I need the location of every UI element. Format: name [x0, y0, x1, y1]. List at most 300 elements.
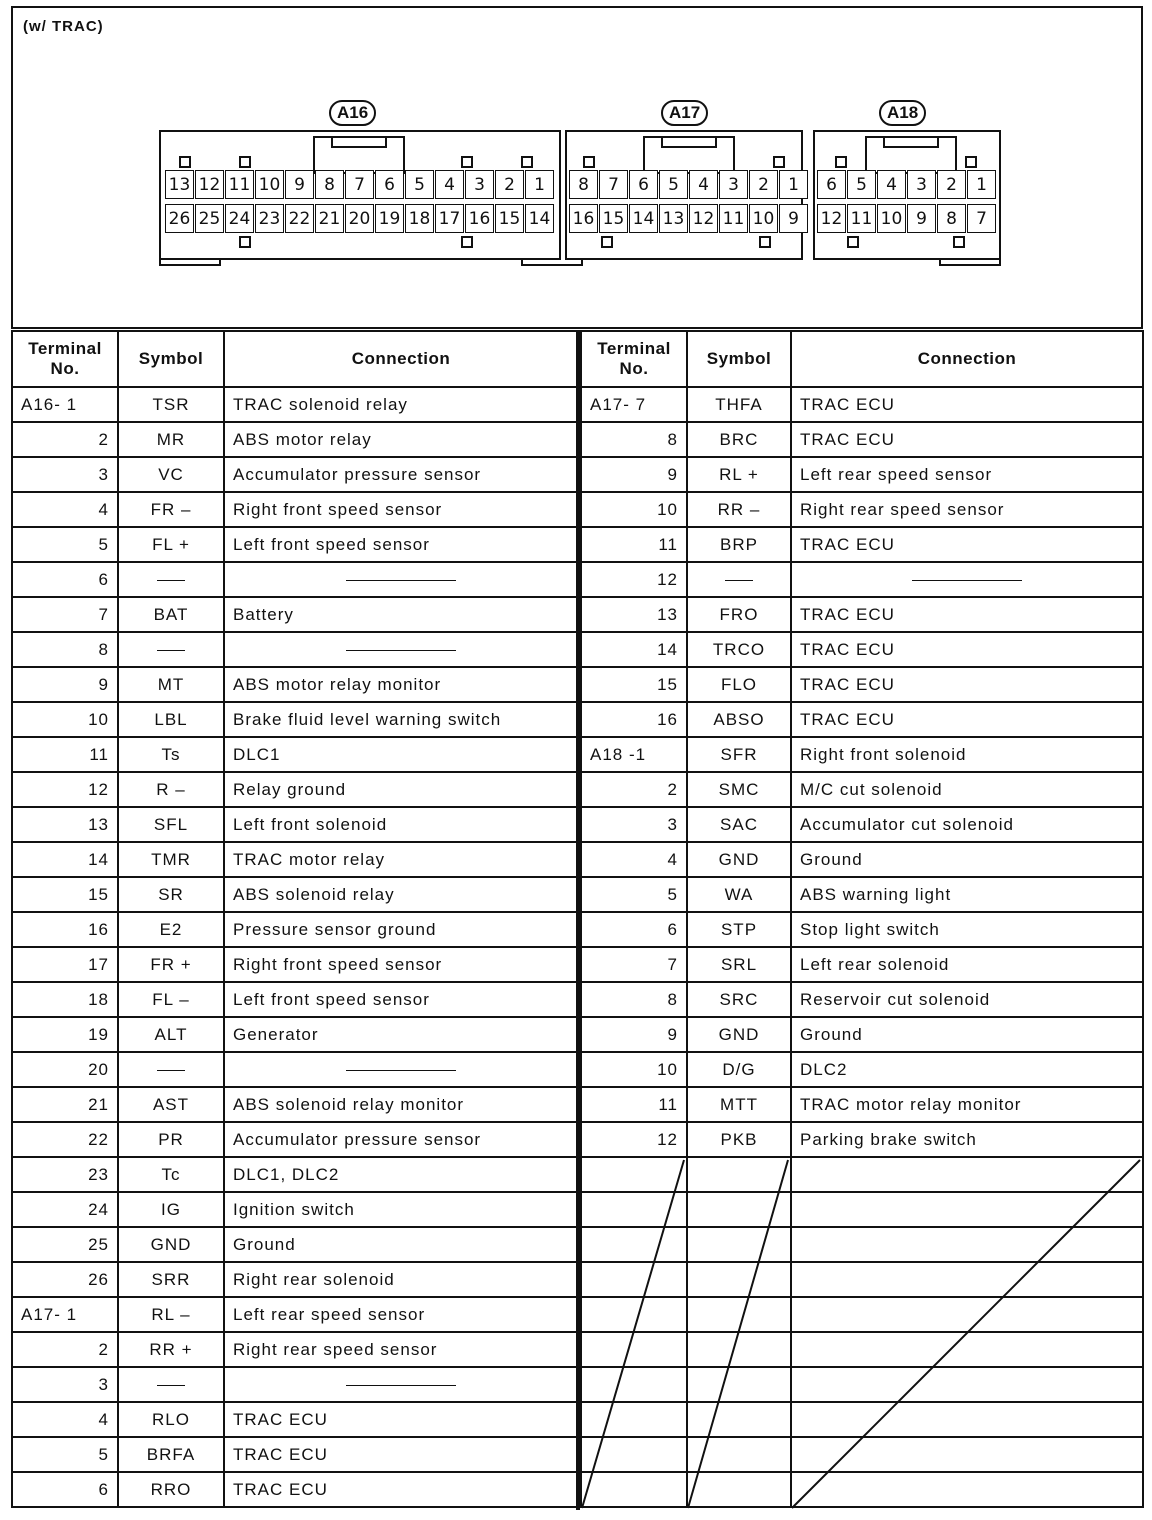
- connector-pin: 6: [817, 170, 846, 199]
- table-row: [581, 702, 1143, 737]
- terminal-cell: 7: [12, 597, 118, 632]
- connection-cell: TRAC solenoid relay: [224, 387, 578, 422]
- terminal-cell: 2: [12, 1332, 118, 1367]
- table-row: [12, 807, 578, 842]
- connection-cell: DLC1: [224, 737, 578, 772]
- connector-pin: 7: [345, 170, 374, 199]
- symbol-cell: VC: [118, 457, 224, 492]
- terminal-cell: 4: [581, 842, 687, 877]
- connector-a18-top-row: [817, 170, 997, 199]
- symbol-cell: SR: [118, 877, 224, 912]
- symbol-cell: R –: [118, 772, 224, 807]
- connector-pin: 13: [659, 204, 688, 233]
- connection-cell: ABS solenoid relay monitor: [224, 1087, 578, 1122]
- symbol-cell: IG: [118, 1192, 224, 1227]
- terminal-cell: 2: [581, 772, 687, 807]
- terminal-cell: 11: [581, 527, 687, 562]
- empty-row: [581, 1262, 1143, 1297]
- connector-pin: 3: [719, 170, 748, 199]
- symbol-cell: BRP: [687, 527, 791, 562]
- not-used-dash: [346, 1385, 456, 1386]
- connector-a18-key-slot: [883, 136, 939, 148]
- empty-cell: [791, 1367, 1143, 1402]
- not-used-dash: [157, 580, 185, 581]
- connection-cell: ABS warning light: [791, 877, 1143, 912]
- empty-cell: [687, 1227, 791, 1262]
- table-row: [12, 1332, 578, 1367]
- connector-pin: 25: [195, 204, 224, 233]
- table-row: [12, 1437, 578, 1472]
- terminal-cell: 13: [581, 597, 687, 632]
- table-row: [581, 387, 1143, 422]
- connection-cell: TRAC ECU: [791, 422, 1143, 457]
- connector-pin: 2: [937, 170, 966, 199]
- table-row: [12, 1017, 578, 1052]
- connection-cell: Left front solenoid: [224, 807, 578, 842]
- table-row: [581, 667, 1143, 702]
- symbol-cell: RL +: [687, 457, 791, 492]
- empty-cell: [791, 1437, 1143, 1472]
- connection-cell: Pressure sensor ground: [224, 912, 578, 947]
- connection-cell: Left front speed sensor: [224, 527, 578, 562]
- empty-cell: [687, 1332, 791, 1367]
- terminal-cell: 20: [12, 1052, 118, 1087]
- connector-pin: 2: [495, 170, 524, 199]
- connector-pin: 7: [967, 204, 996, 233]
- connector-pin: 9: [907, 204, 936, 233]
- terminal-cell: 12: [581, 1122, 687, 1157]
- table-row: [581, 772, 1143, 807]
- connection-cell: TRAC ECU: [791, 632, 1143, 667]
- connection-cell: [224, 1052, 578, 1087]
- terminal-cell: 6: [12, 562, 118, 597]
- symbol-cell: BRFA: [118, 1437, 224, 1472]
- terminal-cell: 12: [12, 772, 118, 807]
- symbol-cell: TMR: [118, 842, 224, 877]
- connection-cell: TRAC ECU: [224, 1402, 578, 1437]
- symbol-cell: ALT: [118, 1017, 224, 1052]
- connector-a16-latch: [521, 156, 533, 168]
- connector-pin: 12: [689, 204, 718, 233]
- table-row: [581, 1122, 1143, 1157]
- symbol-cell: Tc: [118, 1157, 224, 1192]
- symbol-cell: SRR: [118, 1262, 224, 1297]
- table-row: [12, 877, 578, 912]
- empty-cell: [581, 1157, 687, 1192]
- symbol-cell: SAC: [687, 807, 791, 842]
- terminal-cell: 16: [581, 702, 687, 737]
- terminal-cell: A17- 1: [12, 1297, 118, 1332]
- connector-a17-top-row: [569, 170, 809, 199]
- terminal-cell: 19: [12, 1017, 118, 1052]
- connector-pin: 26: [165, 204, 194, 233]
- connector-pin: 9: [285, 170, 314, 199]
- table-row: [12, 527, 578, 562]
- header-symbol: Symbol: [118, 331, 224, 387]
- symbol-cell: GND: [687, 1017, 791, 1052]
- terminal-cell: 8: [12, 632, 118, 667]
- connector-a18-foot: [939, 258, 1001, 266]
- empty-cell: [687, 1157, 791, 1192]
- connector-pin: 20: [345, 204, 374, 233]
- connection-cell: Right rear solenoid: [224, 1262, 578, 1297]
- symbol-cell: RRO: [118, 1472, 224, 1507]
- connection-cell: ABS motor relay: [224, 422, 578, 457]
- table-row: [12, 387, 578, 422]
- connection-cell: TRAC ECU: [791, 667, 1143, 702]
- connector-pin: 15: [599, 204, 628, 233]
- connection-cell: TRAC motor relay: [224, 842, 578, 877]
- connector-pin: 4: [877, 170, 906, 199]
- connector-a17-bottom-row: [569, 204, 809, 233]
- table-row: [581, 912, 1143, 947]
- connection-cell: TRAC ECU: [791, 387, 1143, 422]
- connector-pin: 14: [629, 204, 658, 233]
- connector-pin: 1: [525, 170, 554, 199]
- header-connection: Connection: [224, 331, 578, 387]
- connection-cell: Ignition switch: [224, 1192, 578, 1227]
- terminal-table-right: [580, 330, 1144, 1508]
- table-row: [581, 1052, 1143, 1087]
- connection-cell: Generator: [224, 1017, 578, 1052]
- header-symbol: Symbol: [687, 331, 791, 387]
- table-row: [581, 632, 1143, 667]
- connector-pin: 1: [967, 170, 996, 199]
- terminal-cell: 6: [12, 1472, 118, 1507]
- not-used-dash: [346, 650, 456, 651]
- symbol-cell: WA: [687, 877, 791, 912]
- connector-a16-latch: [239, 236, 251, 248]
- connection-cell: Right rear speed sensor: [791, 492, 1143, 527]
- connector-pin: 8: [569, 170, 598, 199]
- connector-pin: 12: [817, 204, 846, 233]
- terminal-cell: 7: [581, 947, 687, 982]
- terminal-cell: A16- 1: [12, 387, 118, 422]
- table-row: [581, 842, 1143, 877]
- symbol-cell: FLO: [687, 667, 791, 702]
- connector-a18-latch: [965, 156, 977, 168]
- connector-pin: 16: [465, 204, 494, 233]
- terminal-cell: 9: [12, 667, 118, 702]
- connector-pin: 22: [285, 204, 314, 233]
- symbol-cell: E2: [118, 912, 224, 947]
- connection-cell: Left rear speed sensor: [224, 1297, 578, 1332]
- symbol-cell: TRCO: [687, 632, 791, 667]
- terminal-cell: 10: [581, 492, 687, 527]
- table-row: [581, 457, 1143, 492]
- symbol-cell: [687, 562, 791, 597]
- terminal-cell: 21: [12, 1087, 118, 1122]
- symbol-cell: AST: [118, 1087, 224, 1122]
- empty-cell: [687, 1437, 791, 1472]
- connection-cell: Stop light switch: [791, 912, 1143, 947]
- connection-cell: [224, 1367, 578, 1402]
- empty-cell: [581, 1437, 687, 1472]
- connection-cell: TRAC ECU: [224, 1437, 578, 1472]
- connector-pin: 13: [165, 170, 194, 199]
- symbol-cell: MTT: [687, 1087, 791, 1122]
- table-row: [581, 1017, 1143, 1052]
- terminal-cell: 10: [581, 1052, 687, 1087]
- connection-cell: TRAC ECU: [791, 597, 1143, 632]
- table-row: [581, 737, 1143, 772]
- connection-cell: Left rear speed sensor: [791, 457, 1143, 492]
- empty-cell: [581, 1262, 687, 1297]
- empty-cell: [791, 1402, 1143, 1437]
- empty-cell: [581, 1402, 687, 1437]
- symbol-cell: SMC: [687, 772, 791, 807]
- not-used-dash: [157, 1070, 185, 1071]
- connector-pin: 4: [435, 170, 464, 199]
- table-row: [12, 632, 578, 667]
- table-row: [12, 1052, 578, 1087]
- table-row: [12, 492, 578, 527]
- connector-pin: 16: [569, 204, 598, 233]
- symbol-cell: FL +: [118, 527, 224, 562]
- connector-a17-latch: [583, 156, 595, 168]
- terminal-cell: 9: [581, 1017, 687, 1052]
- connector-a17-key-slot: [661, 136, 717, 148]
- symbol-cell: ABSO: [687, 702, 791, 737]
- connector-a16-top-row: [165, 170, 555, 199]
- connector-a16-label: A16: [329, 100, 376, 126]
- empty-row: [581, 1297, 1143, 1332]
- connector-a18-latch: [953, 236, 965, 248]
- connector-a18-latch: [835, 156, 847, 168]
- connection-cell: TRAC motor relay monitor: [791, 1087, 1143, 1122]
- table-row: [12, 562, 578, 597]
- symbol-cell: BAT: [118, 597, 224, 632]
- terminal-cell: 3: [581, 807, 687, 842]
- diagram-label: (w/ TRAC): [23, 18, 104, 35]
- connector-pin: 5: [405, 170, 434, 199]
- symbol-cell: BRC: [687, 422, 791, 457]
- symbol-cell: GND: [687, 842, 791, 877]
- connector-a17-latch: [759, 236, 771, 248]
- connection-cell: Left front speed sensor: [224, 982, 578, 1017]
- terminal-cell: 5: [12, 1437, 118, 1472]
- symbol-cell: SFR: [687, 737, 791, 772]
- terminal-cell: 18: [12, 982, 118, 1017]
- header-terminal: Terminal No.: [581, 331, 687, 387]
- symbol-cell: MR: [118, 422, 224, 457]
- connector-pin: 11: [719, 204, 748, 233]
- symbol-cell: RR +: [118, 1332, 224, 1367]
- connection-cell: Accumulator pressure sensor: [224, 1122, 578, 1157]
- empty-cell: [791, 1192, 1143, 1227]
- connection-cell: ABS solenoid relay: [224, 877, 578, 912]
- table-header-row: [581, 331, 1143, 387]
- table-row: [12, 737, 578, 772]
- connector-a16-latch: [239, 156, 251, 168]
- connector-a18-bottom-row: [817, 204, 997, 233]
- empty-row: [581, 1472, 1143, 1507]
- empty-row: [581, 1332, 1143, 1367]
- terminal-cell: 10: [12, 702, 118, 737]
- connector-pin: 11: [225, 170, 254, 199]
- connector-pin: 4: [689, 170, 718, 199]
- empty-cell: [687, 1367, 791, 1402]
- empty-row: [581, 1192, 1143, 1227]
- table-row: [12, 1157, 578, 1192]
- empty-cell: [791, 1472, 1143, 1507]
- terminal-cell: 6: [581, 912, 687, 947]
- table-header-row: [12, 331, 578, 387]
- symbol-cell: SRL: [687, 947, 791, 982]
- connector-pin: 10: [749, 204, 778, 233]
- connector-pin: 24: [225, 204, 254, 233]
- table-row: [581, 527, 1143, 562]
- table-row: [581, 597, 1143, 632]
- empty-cell: [791, 1297, 1143, 1332]
- symbol-cell: PR: [118, 1122, 224, 1157]
- table-row: [12, 422, 578, 457]
- empty-cell: [581, 1472, 687, 1507]
- connector-pin: 1: [779, 170, 808, 199]
- empty-cell: [581, 1297, 687, 1332]
- terminal-cell: 16: [12, 912, 118, 947]
- table-row: [581, 982, 1143, 1017]
- empty-cell: [687, 1262, 791, 1297]
- empty-cell: [687, 1297, 791, 1332]
- table-row: [12, 1367, 578, 1402]
- connection-cell: Ground: [791, 1017, 1143, 1052]
- symbol-cell: RLO: [118, 1402, 224, 1437]
- terminal-table-left: [11, 330, 579, 1508]
- terminal-cell: 3: [12, 457, 118, 492]
- table-row: [12, 1297, 578, 1332]
- empty-row: [581, 1437, 1143, 1472]
- empty-cell: [581, 1192, 687, 1227]
- terminal-cell: 23: [12, 1157, 118, 1192]
- connector-pin: 17: [435, 204, 464, 233]
- empty-cell: [687, 1472, 791, 1507]
- not-used-dash: [346, 580, 456, 581]
- symbol-cell: FR –: [118, 492, 224, 527]
- connection-cell: Ground: [224, 1227, 578, 1262]
- symbol-cell: [118, 1052, 224, 1087]
- table-row: [12, 457, 578, 492]
- empty-cell: [581, 1227, 687, 1262]
- connection-cell: Battery: [224, 597, 578, 632]
- connection-cell: Ground: [791, 842, 1143, 877]
- connection-cell: Right front speed sensor: [224, 947, 578, 982]
- connection-cell: Accumulator pressure sensor: [224, 457, 578, 492]
- connection-cell: Relay ground: [224, 772, 578, 807]
- connector-a17-foot: [521, 258, 583, 266]
- table-row: [12, 842, 578, 877]
- connection-cell: Right rear speed sensor: [224, 1332, 578, 1367]
- empty-cell: [581, 1332, 687, 1367]
- table-row: [12, 912, 578, 947]
- empty-cell: [581, 1367, 687, 1402]
- symbol-cell: FR +: [118, 947, 224, 982]
- terminal-cell: 3: [12, 1367, 118, 1402]
- empty-row: [581, 1227, 1143, 1262]
- connection-cell: [224, 632, 578, 667]
- table-row: [581, 947, 1143, 982]
- table-row: [12, 1087, 578, 1122]
- terminal-cell: A17- 7: [581, 387, 687, 422]
- connector-pin: 15: [495, 204, 524, 233]
- symbol-cell: MT: [118, 667, 224, 702]
- connector-a16-foot: [159, 258, 221, 266]
- empty-row: [581, 1157, 1143, 1192]
- connection-cell: TRAC ECU: [224, 1472, 578, 1507]
- connection-cell: Brake fluid level warning switch: [224, 702, 578, 737]
- symbol-cell: [118, 1367, 224, 1402]
- connector-pin: 11: [847, 204, 876, 233]
- connection-cell: TRAC ECU: [791, 702, 1143, 737]
- connector-pin: 6: [629, 170, 658, 199]
- terminal-cell: 25: [12, 1227, 118, 1262]
- connector-pin: 3: [465, 170, 494, 199]
- connector-pin: 3: [907, 170, 936, 199]
- table-row: [581, 1087, 1143, 1122]
- connector-pin: 21: [315, 204, 344, 233]
- connector-pin: 8: [315, 170, 344, 199]
- connector-a18-label: A18: [879, 100, 926, 126]
- header-terminal: Terminal No.: [12, 331, 118, 387]
- symbol-cell: [118, 562, 224, 597]
- terminal-cell: 5: [12, 527, 118, 562]
- table-row: [12, 982, 578, 1017]
- connector-a16-latch: [461, 236, 473, 248]
- connection-cell: Left rear solenoid: [791, 947, 1143, 982]
- terminal-cell: 8: [581, 422, 687, 457]
- connector-pin: 19: [375, 204, 404, 233]
- connector-a17-latch: [601, 236, 613, 248]
- terminal-cell: 17: [12, 947, 118, 982]
- connection-cell: ABS motor relay monitor: [224, 667, 578, 702]
- connection-cell: DLC2: [791, 1052, 1143, 1087]
- connection-cell: Right front speed sensor: [224, 492, 578, 527]
- symbol-cell: GND: [118, 1227, 224, 1262]
- terminal-cell: 8: [581, 982, 687, 1017]
- symbol-cell: [118, 632, 224, 667]
- table-row: [12, 1122, 578, 1157]
- connector-pin: 9: [779, 204, 808, 233]
- symbol-cell: RL –: [118, 1297, 224, 1332]
- terminal-cell: 4: [12, 1402, 118, 1437]
- symbol-cell: STP: [687, 912, 791, 947]
- table-row: [12, 772, 578, 807]
- empty-cell: [791, 1262, 1143, 1297]
- connection-cell: Parking brake switch: [791, 1122, 1143, 1157]
- connection-cell: Right front solenoid: [791, 737, 1143, 772]
- connector-a17-latch: [773, 156, 785, 168]
- terminal-cell: 2: [12, 422, 118, 457]
- terminal-cell: A18 -1: [581, 737, 687, 772]
- connector-pin: 23: [255, 204, 284, 233]
- connector-pin: 18: [405, 204, 434, 233]
- table-row: [12, 1227, 578, 1262]
- connector-a16-latch: [461, 156, 473, 168]
- terminal-cell: 24: [12, 1192, 118, 1227]
- symbol-cell: SFL: [118, 807, 224, 842]
- empty-row: [581, 1367, 1143, 1402]
- table-row: [12, 1262, 578, 1297]
- table-row: [581, 422, 1143, 457]
- connector-pin: 5: [659, 170, 688, 199]
- connector-a16-key-slot: [331, 136, 387, 148]
- connector-pin: 5: [847, 170, 876, 199]
- terminal-cell: 4: [12, 492, 118, 527]
- connector-pin: 10: [877, 204, 906, 233]
- empty-cell: [687, 1192, 791, 1227]
- empty-cell: [687, 1402, 791, 1437]
- not-used-dash: [346, 1070, 456, 1071]
